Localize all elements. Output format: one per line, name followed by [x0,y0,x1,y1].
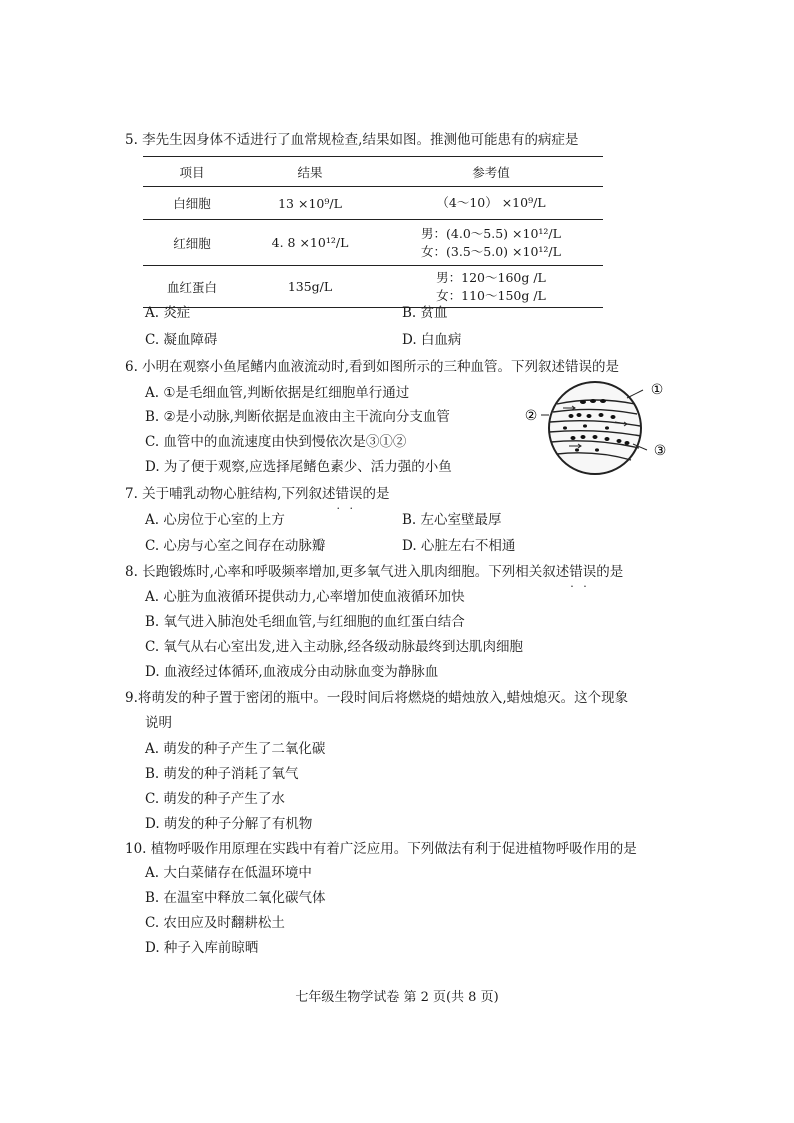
q7-stem-post: 的是 [362,486,390,502]
row-item: 白细胞 [173,196,211,211]
q5-option-d[interactable]: D. 白血病 [402,332,462,348]
q6-option-b[interactable]: B. ②是小动脉,判断依据是血液由主干流向分支血管 [145,409,450,425]
q10-option-b[interactable]: B. 在温室中释放二氧化碳气体 [145,890,326,906]
page-footer: 七年级生物学试卷 第 2 页(共 8 页) [295,990,499,1005]
q5-option-c[interactable]: C. 凝血障碍 [145,332,218,348]
table-header-row [143,157,603,187]
row-reference [379,187,603,220]
diagram-label-2: ② [524,408,538,424]
q8-stem-emphasis: 错误 · · [569,564,596,580]
q8-stem [125,563,623,581]
row-reference [379,266,603,308]
q7-option-a[interactable]: A. 心房位于心室的上方 [145,512,285,528]
q10-option-a[interactable]: A. 大白菜储存在低温环境中 [145,865,312,881]
q5-option-b[interactable]: B. 贫血 [402,305,448,321]
q7-option-c[interactable]: C. 心房与心室之间存在动脉瓣 [145,538,326,554]
q6-stem: 6. 小明在观察小鱼尾鳍内血液流动时,看到如图所示的三种血管。下列叙述错误的是 [125,359,619,375]
q7-option-b[interactable]: B. 左心室壁最厚 [402,512,502,528]
q7-stem [125,485,389,503]
reference-line: （4～10） ×10⁹/L [436,195,546,210]
microscope-field-circle [549,382,641,474]
q8-stem-post: 的是 [596,564,624,580]
q9-option-b[interactable]: B. 萌发的种子消耗了氧气 [145,766,299,782]
q5-stem: 5. 李先生因身体不适进行了血常规检查,结果如图。推测他可能患有的病症是 [125,132,579,148]
q7-stem-emphasis: 错误 · · [335,486,362,502]
row-item: 红细胞 [173,235,211,251]
row-reference [379,220,603,266]
row-result: 4. 8 ×10¹²/L [271,235,349,250]
q9-option-c[interactable]: C. 萌发的种子产生了水 [145,791,285,807]
reference-line: 女：110～150g /L [436,287,546,303]
q8-option-d[interactable]: D. 血液经过体循环,血液成分由动脉血变为静脉血 [145,664,439,680]
blood-test-table [143,156,603,308]
table-header-result: 结果 [297,164,323,180]
row-item: 血红蛋白 [166,279,217,295]
table-row [143,266,603,308]
q9-option-a[interactable]: A. 萌发的种子产生了二氧化碳 [145,741,326,757]
q7-stem-pre: 7. 关于哺乳动物心脏结构,下列叙述 [125,486,336,502]
q10-option-d[interactable]: D. 种子入库前晾晒 [145,940,259,956]
q8-option-c[interactable]: C. 氧气从右心室出发,进入主动脉,经各级动脉最终到达肌肉细胞 [145,639,524,655]
q10-option-c[interactable]: C. 农田应及时翻耕松土 [145,915,285,931]
q8-option-b[interactable]: B. 氧气进入肺泡处毛细血管,与红细胞的血红蛋白结合 [145,614,465,630]
table-row [143,187,603,220]
q9-stem-line2: 说明 [145,715,172,731]
row-result: 135g/L [287,279,333,294]
table-header-item: 项目 [179,164,205,180]
q9-stem-line1: 9.将萌发的种子置于密闭的瓶中。一段时间后将燃烧的蜡烛放入,蜡烛熄灭。这个现象 [125,690,629,706]
q6-option-a[interactable]: A. ①是毛细血管,判断依据是红细胞单行通过 [145,385,410,401]
q8-option-a[interactable]: A. 心脏为血液循环提供动力,心率增加使血液循环加快 [145,589,465,605]
diagram-label-3: ③ [653,443,667,459]
reference-line: 女：(3.5～5.0) ×10¹²/L [421,243,561,259]
q7-option-d[interactable]: D. 心脏左右不相通 [402,538,516,554]
diagram-label-1: ① [650,382,664,398]
q10-stem: 10. 植物呼吸作用原理在实践中有着广泛应用。下列做法有利于促进植物呼吸作用的是 [125,841,637,857]
q5-option-a[interactable]: A. 炎症 [145,305,191,321]
reference-line: 男：(4.0～5.5) ×10¹²/L [421,225,561,241]
table-header-reference: 参考值 [472,164,510,180]
reference-line: 男：120～160g /L [436,269,546,285]
q9-option-d[interactable]: D. 萌发的种子分解了有机物 [145,816,313,832]
table-row [143,220,603,266]
row-result: 13 ×10⁹/L [278,195,342,211]
q6-option-c[interactable]: C. 血管中的血流速度由快到慢依次是③①② [145,434,407,450]
q8-stem-pre: 8. 长跑锻炼时,心率和呼吸频率增加,更多氧气进入肌肉细胞。下列相关叙述 [125,564,570,580]
q6-option-d[interactable]: D. 为了便于观察,应选择尾鳍色素少、活力强的小鱼 [145,459,452,475]
blood-vessel-diagram [523,378,673,478]
